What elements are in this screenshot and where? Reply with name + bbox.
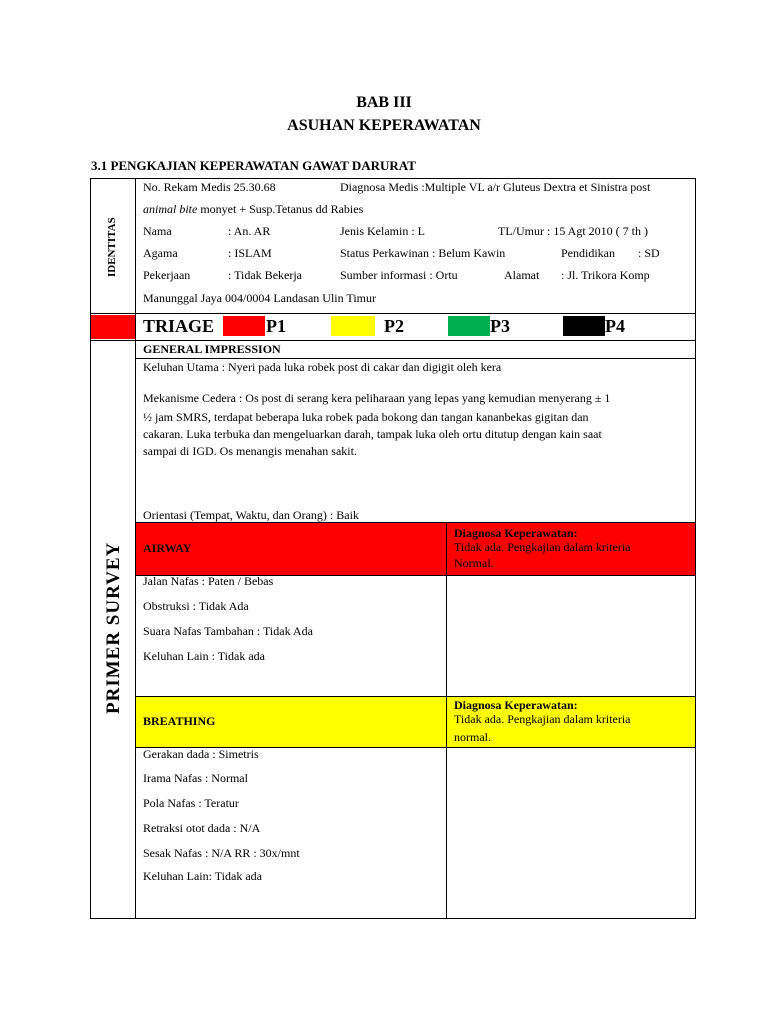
- breathing-diagnosa-line-1: Tidak ada. Pengkajian dalam kriteria: [454, 712, 631, 726]
- airway-label: AIRWAY: [143, 541, 192, 555]
- triage-p3-label: P3: [490, 316, 510, 336]
- mekanisme-line-1: Mekanisme Cedera : Os post di serang kera peliharaan yang lepas yang kemudian menyerang ± 1: [143, 391, 611, 405]
- triage-label: TRIAGE: [143, 316, 215, 336]
- divider: [90, 340, 696, 341]
- diagnosa-rest: monyet + Susp.Tetanus dd Rabies: [197, 202, 364, 216]
- breathing-item: Irama Nafas : Normal: [143, 771, 248, 785]
- identitas-side-label: IDENTITAS: [106, 217, 118, 277]
- keluhan-utama: Keluhan Utama : Nyeri pada luka robek post di cakar dan digigit oleh kera: [143, 360, 502, 374]
- airway-diagnosa-line-2: Normal.: [454, 556, 494, 570]
- airway-item: Suara Nafas Tambahan : Tidak Ada: [143, 624, 313, 638]
- breathing-diagnosa-line-2: normal.: [454, 730, 491, 744]
- breathing-label: BREATHING: [143, 714, 216, 728]
- triage-p1-label: P1: [266, 316, 286, 336]
- mekanisme-line-4: sampai di IGD. Os menangis menahan sakit.: [143, 444, 357, 458]
- agama-label: Agama: [143, 246, 178, 260]
- triage-p4-label: P4: [605, 316, 625, 336]
- triage-p2-label: P2: [384, 316, 404, 336]
- breathing-item: Pola Nafas : Teratur: [143, 796, 239, 810]
- airway-diagnosa-line-1: Tidak ada. Pengkajian dalam kriteria: [454, 540, 631, 554]
- diagnosa-medis-continued: [143, 202, 363, 216]
- airway-item: Jalan Nafas : Paten / Bebas: [143, 574, 274, 588]
- divider: [446, 522, 447, 576]
- pendidikan-value: : SD: [638, 246, 660, 260]
- triage-p4-swatch: [563, 316, 605, 336]
- airway-item: Keluhan Lain : Tidak ada: [143, 649, 265, 663]
- mekanisme-line-3: cakaran. Luka terbuka dan mengeluarkan darah, tampak luka oleh ortu ditutup dengan kain saat: [143, 427, 602, 441]
- divider: [135, 358, 696, 359]
- sumber-informasi: Sumber informasi : Ortu: [340, 268, 458, 282]
- breathing-item: Gerakan dada : Simetris: [143, 747, 259, 761]
- alamat-continued: Manunggal Jaya 004/0004 Landasan Ulin Timur: [143, 291, 376, 305]
- breathing-diagnosa-title: Diagnosa Keperawatan:: [454, 698, 578, 712]
- breathing-item: Keluhan Lain: Tidak ada: [143, 869, 262, 883]
- triage-p2-swatch: [331, 316, 375, 336]
- pekerjaan-value: : Tidak Bekerja: [228, 268, 302, 282]
- orientasi: Orientasi (Tempat, Waktu, dan Orang) : Baik: [143, 508, 359, 522]
- triage-side-fill: [91, 315, 135, 339]
- pekerjaan-label: Pekerjaan: [143, 268, 191, 282]
- chapter-title: BAB III: [356, 94, 412, 111]
- alamat-value: : Jl. Trikora Komp: [561, 268, 650, 282]
- general-impression-heading: GENERAL IMPRESSION: [143, 342, 281, 356]
- divider: [446, 696, 447, 748]
- breathing-item: Sesak Nafas : N/A RR : 30x/mnt: [143, 846, 300, 860]
- status-perkawinan: Status Perkawinan : Belum Kawin: [340, 246, 506, 260]
- airway-diagnosa-title: Diagnosa Keperawatan:: [454, 526, 578, 540]
- nama-label: Nama: [143, 224, 172, 238]
- breathing-item: Retraksi otot dada : N/A: [143, 821, 261, 835]
- diagnosa-italic: animal bite: [143, 202, 198, 216]
- triage-side-swatch: [91, 315, 135, 339]
- rekam-medis: No. Rekam Medis 25.30.68: [143, 180, 276, 194]
- pendidikan-label: Pendidikan: [561, 246, 615, 260]
- triage-p3-swatch: [448, 316, 490, 336]
- triage-p1-swatch: [223, 316, 265, 336]
- section-heading: 3.1 PENGKAJIAN KEPERAWATAN GAWAT DARURAT: [91, 158, 416, 173]
- airway-item: Obstruksi : Tidak Ada: [143, 599, 249, 613]
- alamat-label: Alamat: [504, 268, 540, 282]
- chapter-subtitle: ASUHAN KEPERAWATAN: [287, 117, 481, 134]
- primer-survey-side-label: PRIMER SURVEY: [103, 541, 124, 715]
- agama-value: : ISLAM: [228, 246, 272, 260]
- tl-umur: TL/Umur : 15 Agt 2010 ( 7 th ): [498, 224, 648, 238]
- mekanisme-line-2: ½ jam SMRS, terdapat beberapa luka robek pada bokong dan tangan kananbekas gigitan dan: [143, 410, 589, 424]
- diagnosa-medis: Diagnosa Medis :Multiple VL a/r Gluteus Dextra et Sinistra post: [340, 180, 651, 194]
- jenis-kelamin: Jenis Kelamin : L: [340, 224, 425, 238]
- nama-value: : An. AR: [228, 224, 271, 238]
